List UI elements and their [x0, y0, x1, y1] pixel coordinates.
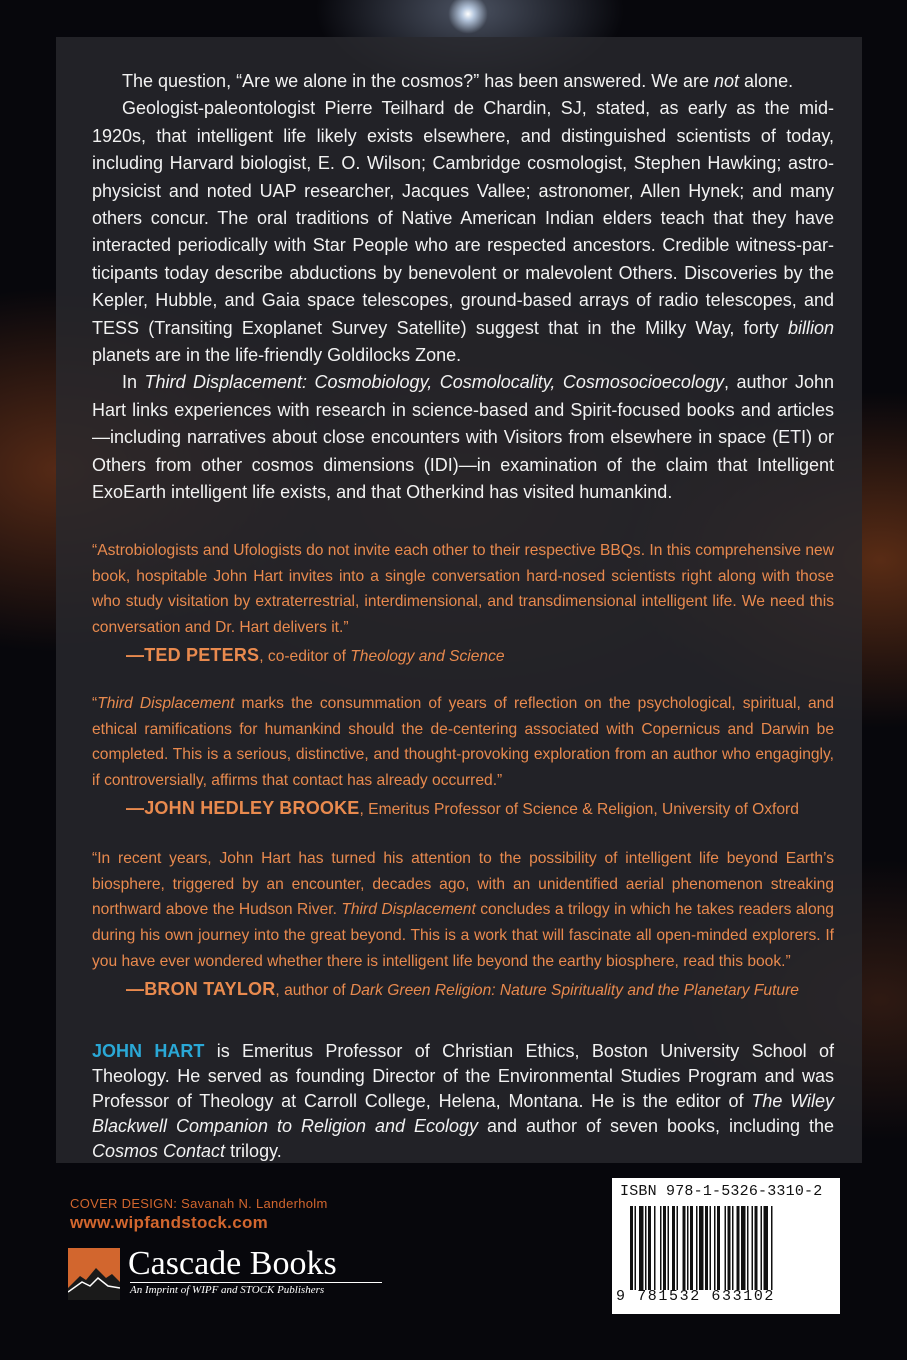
publisher-name: Cascade Books — [128, 1245, 337, 1282]
endorsement-attribution: —TED PETERS, co-editor of Theology and Science — [126, 644, 505, 665]
description-paragraph-2: Geologist-paleontologist Pierre Teilhard de Chardin, SJ, stated, as early as the mid-1920s, that intelligent life likely exists elsewhere, and distinguished scientists of today, including Harvard biologist, E. O. Wilson; Cambridge cosmologist, Stephen Hawking; astrophysicist and noted UAP researcher, Jacques Vallee; astronomer, Allen Hynek; and many others concur. The oral traditions of Native American Indian elders teach that they have interacted periodically with Star People who are respected ancestors. Credible witness-participants today describe abductions by benevolent or malevolent Others. Discoveries by the Kepler, Hubble, and Gaia space telescopes, ground-based arrays of radio telescopes, and TESS (Transiting Exoplanet Survey Satellite) suggest that in the Milky Way, forty billion planets are in the life-friendly Goldilocks Zone. — [92, 98, 834, 366]
endorsement-2 — [92, 691, 834, 824]
isbn-text: ISBN 978-1-5326-3310-2 — [620, 1183, 823, 1200]
endorsement-3 — [92, 846, 834, 1005]
description-paragraph-3: In Third Displacement: Cosmobiology, Cosmolocality, Cosmosocioecology, author John Hart links experiences with research in science-based and Spirit-focused books and articles—including narratives about close encounters with Visitors from elsewhere in space (ETI) or Others from other cosmos dimensions (IDI)—in examination of the claim that Intelligent ExoEarth intelligent life exists, and that Otherkind has visited humankind. — [92, 372, 834, 503]
endorsement-1 — [92, 538, 834, 671]
publisher-logo — [68, 1245, 398, 1300]
publisher-imprint: An Imprint of WIPF and STOCK Publishers — [130, 1284, 325, 1296]
endorser-name: TED PETERS — [144, 644, 260, 665]
endorsement-attribution: —JOHN HEDLEY BROOKE, Emeritus Professor of Science & Religion, University of Oxford — [126, 797, 799, 818]
author-bio — [92, 1039, 834, 1164]
endorsement-quote: “Third Displacement marks the consummation of years of reflection on the psychological, spiritual, and ethical ramifications for humankind should the de-centering associated with Copernicus and Darwin be completed. This is a serious, distinctive, and thought-provoking exploration from an author who engagingly, if controversially, affirms that contact has already occurred.” — [92, 695, 834, 790]
description-paragraph-1: The question, “Are we alone in the cosmos?” has been answered. We are not alone. — [122, 71, 794, 91]
endorser-name: JOHN HEDLEY BROOKE — [144, 797, 360, 818]
endorser-name: BRON TAYLOR — [144, 978, 276, 999]
publisher-website: www.wipfandstock.com — [70, 1213, 269, 1232]
endorsement-quote: “In recent years, John Hart has turned his attention to the possibility of intelligent life beyond Earth’s biosphere, triggered by an encounter, decades ago, with an unidentified aerial phenomenon streaking northward above the Hudson River. Third Displacement concludes a trilogy in which he takes readers along during his own journey into the great beyond. This is a work that will fascinate all open-minded explorers. If you have ever wondered whether there is intelligent life beyond the earthy biosphere, read this book.” — [92, 850, 834, 970]
barcode-number: 9 781532 633102 — [616, 1288, 776, 1305]
book-description — [92, 68, 834, 507]
barcode-icon — [630, 1206, 826, 1290]
logo-divider — [130, 1282, 382, 1283]
mountain-logo-icon — [68, 1248, 120, 1300]
author-name: JOHN HART — [92, 1041, 205, 1061]
endorsement-quote: “Astrobiologists and Ufologists do not invite each other to their respective BBQs. In this comprehensive new book, hospitable John Hart invites into a single conversation hard-nosed scientists right along with those who study visitation by extraterrestrial, interdimensional, and transdimensional intelligent life. We need this conversation and Dr. Hart delivers it.” — [92, 542, 834, 637]
endorsement-attribution: —BRON TAYLOR, author of Dark Green Religion: Nature Spirituality and the Planetary Future — [126, 978, 799, 999]
cover-design-credit: COVER DESIGN: Savanah N. Landerholm — [70, 1196, 328, 1211]
author-bio-text: JOHN HART is Emeritus Professor of Christian Ethics, Boston University School of Theology. He served as founding Director of the Environmental Studies Program and was Professor of Theology at Carroll College, Helena, Montana. He is the editor of The Wiley Blackwell Companion to Religion and Ecology and author of seven books, including the Cosmos Contact trilogy. — [92, 1041, 834, 1161]
isbn-barcode — [612, 1178, 840, 1314]
